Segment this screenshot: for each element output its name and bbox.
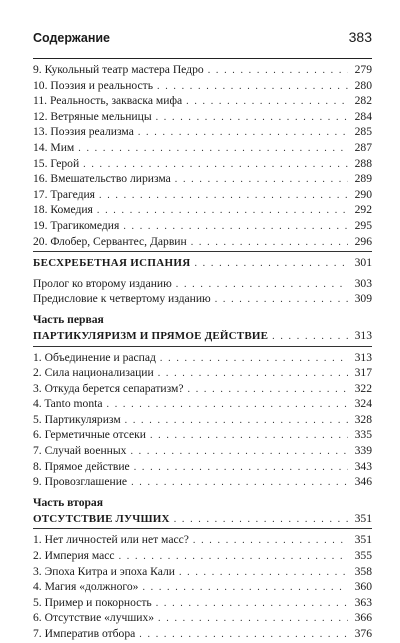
- toc-entry-title: 12. Ветряные мельницы: [33, 109, 152, 123]
- toc-entry-page: 301: [354, 256, 372, 270]
- leader-dots: [156, 110, 348, 126]
- toc-entry: [33, 78, 372, 94]
- toc-entry-title: 1. Объединение и распад: [33, 350, 156, 364]
- toc-entry: [33, 156, 372, 172]
- toc-entry: [33, 350, 372, 366]
- toc-entry-page: 313: [354, 328, 372, 342]
- toc-entry: [33, 532, 372, 548]
- toc-entry: [33, 365, 372, 381]
- toc-entry: [33, 276, 372, 292]
- toc-part-entry: [33, 328, 372, 344]
- toc-entry-title: 14. Мим: [33, 140, 75, 154]
- toc-entry: [33, 548, 372, 564]
- toc-entry-title: 2. Империя масс: [33, 549, 115, 563]
- toc-entry-page: 317: [354, 366, 372, 380]
- leader-dots: [130, 444, 348, 460]
- toc-entry-title: 9. Кукольный театр мастера Педро: [33, 63, 204, 76]
- leader-dots: [150, 428, 348, 444]
- toc-entry-title: 11. Реальность, закваска мифа: [33, 94, 183, 108]
- toc-entry-page: 288: [354, 156, 372, 170]
- toc-entry-page: 351: [354, 511, 372, 525]
- toc-entry-page: 290: [354, 187, 372, 201]
- toc-entry-title: 10. Поэзия и реальность: [33, 78, 153, 92]
- leader-dots: [97, 203, 348, 219]
- toc-entry: [33, 62, 372, 78]
- toc-entry-page: 303: [354, 276, 372, 290]
- section-divider: [33, 251, 372, 252]
- toc-entry-page: 289: [354, 172, 372, 186]
- toc-entry: [33, 187, 372, 203]
- toc-entry-title: 13. Поэзия реализма: [33, 125, 134, 139]
- toc-entry-title: 2. Сила национализации: [33, 366, 154, 380]
- toc-entry: [33, 459, 372, 475]
- toc-entry-page: 346: [354, 475, 372, 489]
- toc-group-continued: [33, 62, 372, 249]
- toc-entry-page: 328: [354, 412, 372, 426]
- leader-dots: [123, 219, 348, 235]
- leader-dots: [176, 277, 348, 293]
- toc-entry-title: 16. Вмешательство лиризма: [33, 172, 171, 186]
- leader-dots: [138, 125, 348, 141]
- toc-entry-page: 292: [354, 203, 372, 217]
- part-heading: Часть вторая: [33, 495, 104, 509]
- section-divider: [33, 528, 372, 529]
- leader-dots: [157, 79, 348, 95]
- toc-entry: [33, 291, 372, 307]
- toc-entry: [33, 474, 372, 490]
- leader-dots: [194, 256, 348, 272]
- toc-entry-title: 7. Императив отбора: [33, 627, 136, 640]
- toc-entry-page: 282: [354, 94, 372, 108]
- leader-dots: [158, 366, 348, 382]
- toc-entry-page: 360: [354, 580, 372, 594]
- leader-dots: [191, 235, 348, 251]
- toc-entry-page: 343: [354, 459, 372, 473]
- toc-entry-title: 3. Откуда берется сепаратизм?: [33, 381, 184, 395]
- toc-entry: [33, 202, 372, 218]
- toc-entry: [33, 124, 372, 140]
- leader-dots: [193, 533, 348, 549]
- toc-entry: [33, 396, 372, 412]
- leader-dots: [83, 157, 348, 173]
- toc-entry-title: Пролог ко второму изданию: [33, 276, 172, 290]
- toc-entry: [33, 595, 372, 611]
- toc-entry: [33, 234, 372, 250]
- toc-entry-title: 5. Пример и покорность: [33, 595, 152, 609]
- running-header: [33, 20, 372, 59]
- toc-entry-page: 351: [354, 533, 372, 547]
- toc-entry-title: 19. Трагикомедия: [33, 218, 120, 232]
- leader-dots: [186, 94, 348, 110]
- toc-entry-page: 287: [354, 140, 372, 154]
- toc-entry-title: 9. Провозглашение: [33, 475, 128, 489]
- toc-entry: [33, 93, 372, 109]
- leader-dots: [179, 565, 348, 581]
- toc-entry-title: 15. Герой: [33, 156, 80, 170]
- toc-entry-title: 7. Случай военных: [33, 444, 127, 458]
- toc-entry-page: 324: [354, 397, 372, 411]
- toc-entry: [33, 109, 372, 125]
- toc-prefaces: [33, 276, 372, 307]
- toc-entry-title: 4. Tanto monta: [33, 397, 103, 411]
- toc-entry-title: Предисловие к четвертому изданию: [33, 292, 211, 306]
- toc-entry: [33, 610, 372, 626]
- toc-entry-title: ПАРТИКУЛЯРИЗМ И ПРЯМОЕ ДЕЙСТВИЕ: [33, 329, 269, 342]
- leader-dots: [107, 397, 349, 413]
- leader-dots: [125, 413, 348, 429]
- toc-entry: [33, 218, 372, 234]
- table-of-contents: [33, 62, 372, 642]
- part-heading: Часть первая: [33, 312, 104, 326]
- toc-entry-title: БЕСХРЕБЕТНАЯ ИСПАНИЯ: [33, 257, 191, 270]
- leader-dots: [139, 627, 348, 643]
- toc-entry: [33, 140, 372, 156]
- toc-entry: [33, 381, 372, 397]
- toc-entry: [33, 171, 372, 187]
- toc-entry-title: 18. Комедия: [33, 203, 93, 217]
- toc-entry-page: 285: [354, 125, 372, 139]
- toc-entry-page: 358: [354, 564, 372, 578]
- leader-dots: [158, 611, 348, 627]
- leader-dots: [156, 596, 348, 612]
- toc-entry-title: 20. Флобер, Сервантес, Дарвин: [33, 234, 187, 248]
- toc-entry-page: 322: [354, 381, 372, 395]
- toc-part1-chapters: [33, 350, 372, 490]
- leader-dots: [131, 475, 348, 491]
- header-title: Содержание: [33, 31, 111, 45]
- leader-dots: [99, 188, 348, 204]
- toc-part-entry: [33, 511, 372, 527]
- toc-entry: [33, 427, 372, 443]
- toc-entry-page: 376: [354, 627, 372, 640]
- toc-entry: [33, 564, 372, 580]
- toc-entry-page: 363: [354, 595, 372, 609]
- leader-dots: [208, 63, 348, 79]
- toc-entry-page: 296: [354, 234, 372, 248]
- leader-dots: [174, 512, 348, 528]
- toc-entry: [33, 443, 372, 459]
- leader-dots: [215, 292, 348, 308]
- leader-dots: [175, 172, 348, 188]
- toc-entry-page: 335: [354, 428, 372, 442]
- toc-entry-page: 284: [354, 109, 372, 123]
- toc-entry-title: ОТСУТСТВИЕ ЛУЧШИХ: [33, 512, 170, 525]
- toc-entry-title: 3. Эпоха Китра и эпоха Кали: [33, 564, 175, 578]
- toc-entry-title: 4. Магия «должного»: [33, 580, 139, 594]
- toc-entry-title: 1. Нет личностей или нет масс?: [33, 533, 189, 547]
- leader-dots: [188, 382, 348, 398]
- toc-entry: [33, 626, 372, 642]
- leader-dots: [272, 329, 348, 345]
- leader-dots: [119, 549, 348, 565]
- header-page-number: 383: [348, 29, 372, 45]
- leader-dots: [78, 141, 348, 157]
- toc-entry: [33, 412, 372, 428]
- leader-dots: [142, 580, 348, 596]
- toc-entry-page: 309: [354, 292, 372, 306]
- leader-dots: [134, 460, 348, 476]
- toc-entry-title: 6. Отсутствие «лучших»: [33, 611, 155, 625]
- toc-entry-title: 8. Прямое действие: [33, 459, 130, 473]
- toc-part2-chapters: [33, 532, 372, 641]
- toc-entry-title: 5. Партикуляризм: [33, 412, 121, 426]
- leader-dots: [160, 351, 348, 367]
- toc-entry-page: 366: [354, 611, 372, 625]
- toc-entry-title: 6. Герметичные отсеки: [33, 428, 146, 442]
- toc-entry: [33, 579, 372, 595]
- toc-entry-title: 17. Трагедия: [33, 187, 96, 201]
- toc-entry-page: 313: [354, 350, 372, 364]
- toc-entry-page: 295: [354, 218, 372, 232]
- toc-book-entry: [33, 255, 372, 271]
- toc-entry-page: 279: [354, 63, 372, 76]
- toc-entry-page: 355: [354, 549, 372, 563]
- toc-entry-page: 339: [354, 444, 372, 458]
- toc-entry-page: 280: [354, 78, 372, 92]
- section-divider: [33, 346, 372, 347]
